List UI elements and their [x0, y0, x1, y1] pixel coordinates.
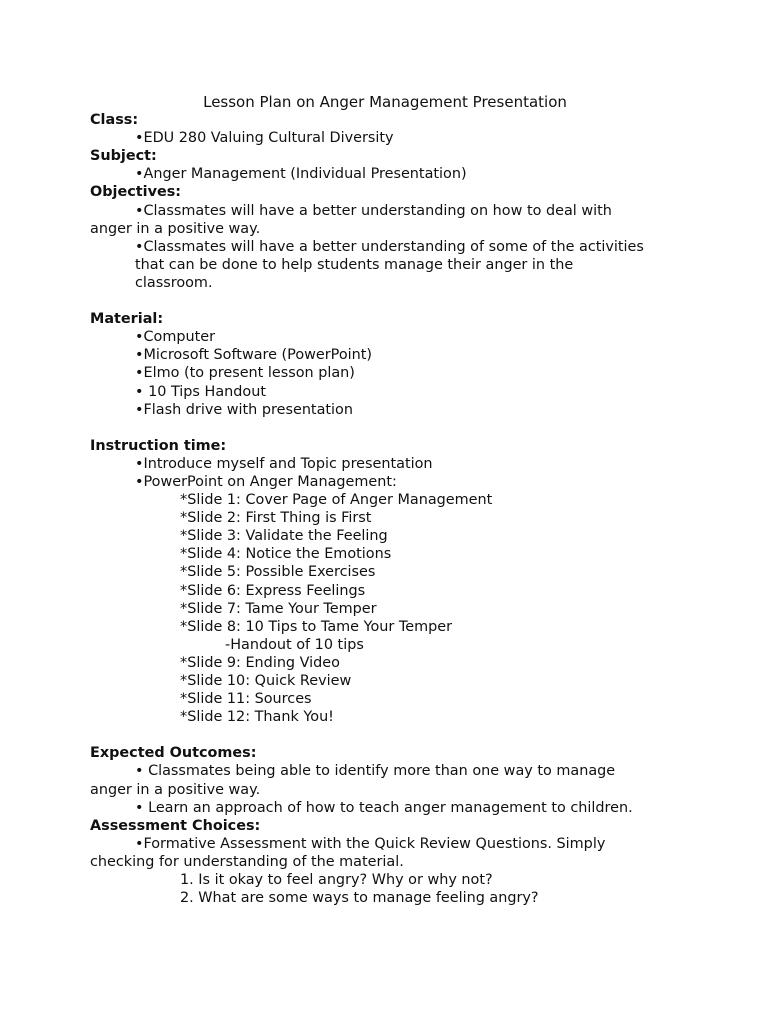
material-item: •Microsoft Software (PowerPoint)	[135, 347, 373, 364]
objective-1-line-2: anger in a positive way.	[90, 220, 261, 237]
slide-item: *Slide 1: Cover Page of Anger Management	[180, 492, 493, 509]
subject-heading: Subject:	[90, 148, 157, 165]
slide-item: *Slide 9: Ending Video	[180, 654, 340, 671]
objectives-heading: Objectives:	[90, 184, 182, 201]
material-heading: Material:	[90, 311, 164, 328]
material-item: • 10 Tips Handout	[135, 383, 266, 400]
class-item: •EDU 280 Valuing Cultural Diversity	[135, 130, 394, 147]
instruction-powerpoint: •PowerPoint on Anger Management:	[135, 473, 397, 490]
outcomes-heading: Expected Outcomes:	[90, 745, 257, 762]
outcome-2: • Learn an approach of how to teach anger management to children.	[135, 799, 633, 816]
instruction-intro: •Introduce myself and Topic presentation	[135, 455, 433, 472]
slide-item: *Slide 12: Thank You!	[180, 709, 334, 726]
question-1: 1. Is it okay to feel angry? Why or why not?	[180, 872, 493, 889]
objective-1-line-1: •Classmates will have a better understanding on how to deal with	[135, 202, 612, 219]
slide-item: *Slide 4: Notice the Emotions	[180, 546, 392, 563]
spacer	[90, 726, 690, 744]
slide-item: *Slide 2: First Thing is First	[180, 510, 372, 527]
material-item: •Elmo (to present lesson plan)	[135, 365, 355, 382]
handout-note: -Handout of 10 tips	[225, 636, 364, 653]
lesson-plan-body	[90, 93, 690, 907]
assessment-line-2: checking for understanding of the material.	[90, 853, 404, 870]
slide-item: *Slide 11: Sources	[180, 691, 312, 708]
material-item: •Computer	[135, 329, 216, 346]
slide-item: *Slide 8: 10 Tips to Tame Your Temper	[180, 618, 453, 635]
slide-item: *Slide 5: Possible Exercises	[180, 564, 376, 581]
slide-item: *Slide 7: Tame Your Temper	[180, 600, 377, 617]
objective-2-line-1: •Classmates will have a better understanding of some of the activities	[135, 238, 644, 255]
material-item: •Flash drive with presentation	[135, 401, 353, 418]
objective-2-line-3: classroom.	[135, 274, 213, 291]
objective-2-line-2: that can be done to help students manage their anger in the	[135, 256, 574, 273]
slide-item: *Slide 10: Quick Review	[180, 673, 352, 689]
assessment-line-1: •Formative Assessment with the Quick Review Questions. Simply	[135, 835, 606, 852]
class-heading: Class:	[90, 112, 139, 129]
slide-item: *Slide 6: Express Feelings	[180, 582, 366, 599]
instruction-heading: Instruction time:	[90, 437, 227, 454]
slide-item: *Slide 3: Validate the Feeling	[180, 528, 388, 545]
spacer	[90, 292, 690, 310]
subject-item: •Anger Management (Individual Presentation)	[135, 166, 467, 183]
outcome-1-line-1: • Classmates being able to identify more than one way to manage	[135, 763, 616, 780]
assessment-heading: Assessment Choices:	[90, 817, 261, 834]
spacer	[90, 419, 690, 437]
document-title: Lesson Plan on Anger Management Presentation	[203, 93, 567, 111]
outcome-1-line-2: anger in a positive way.	[90, 781, 261, 798]
question-2: 2. What are some ways to manage feeling angry?	[180, 890, 539, 907]
